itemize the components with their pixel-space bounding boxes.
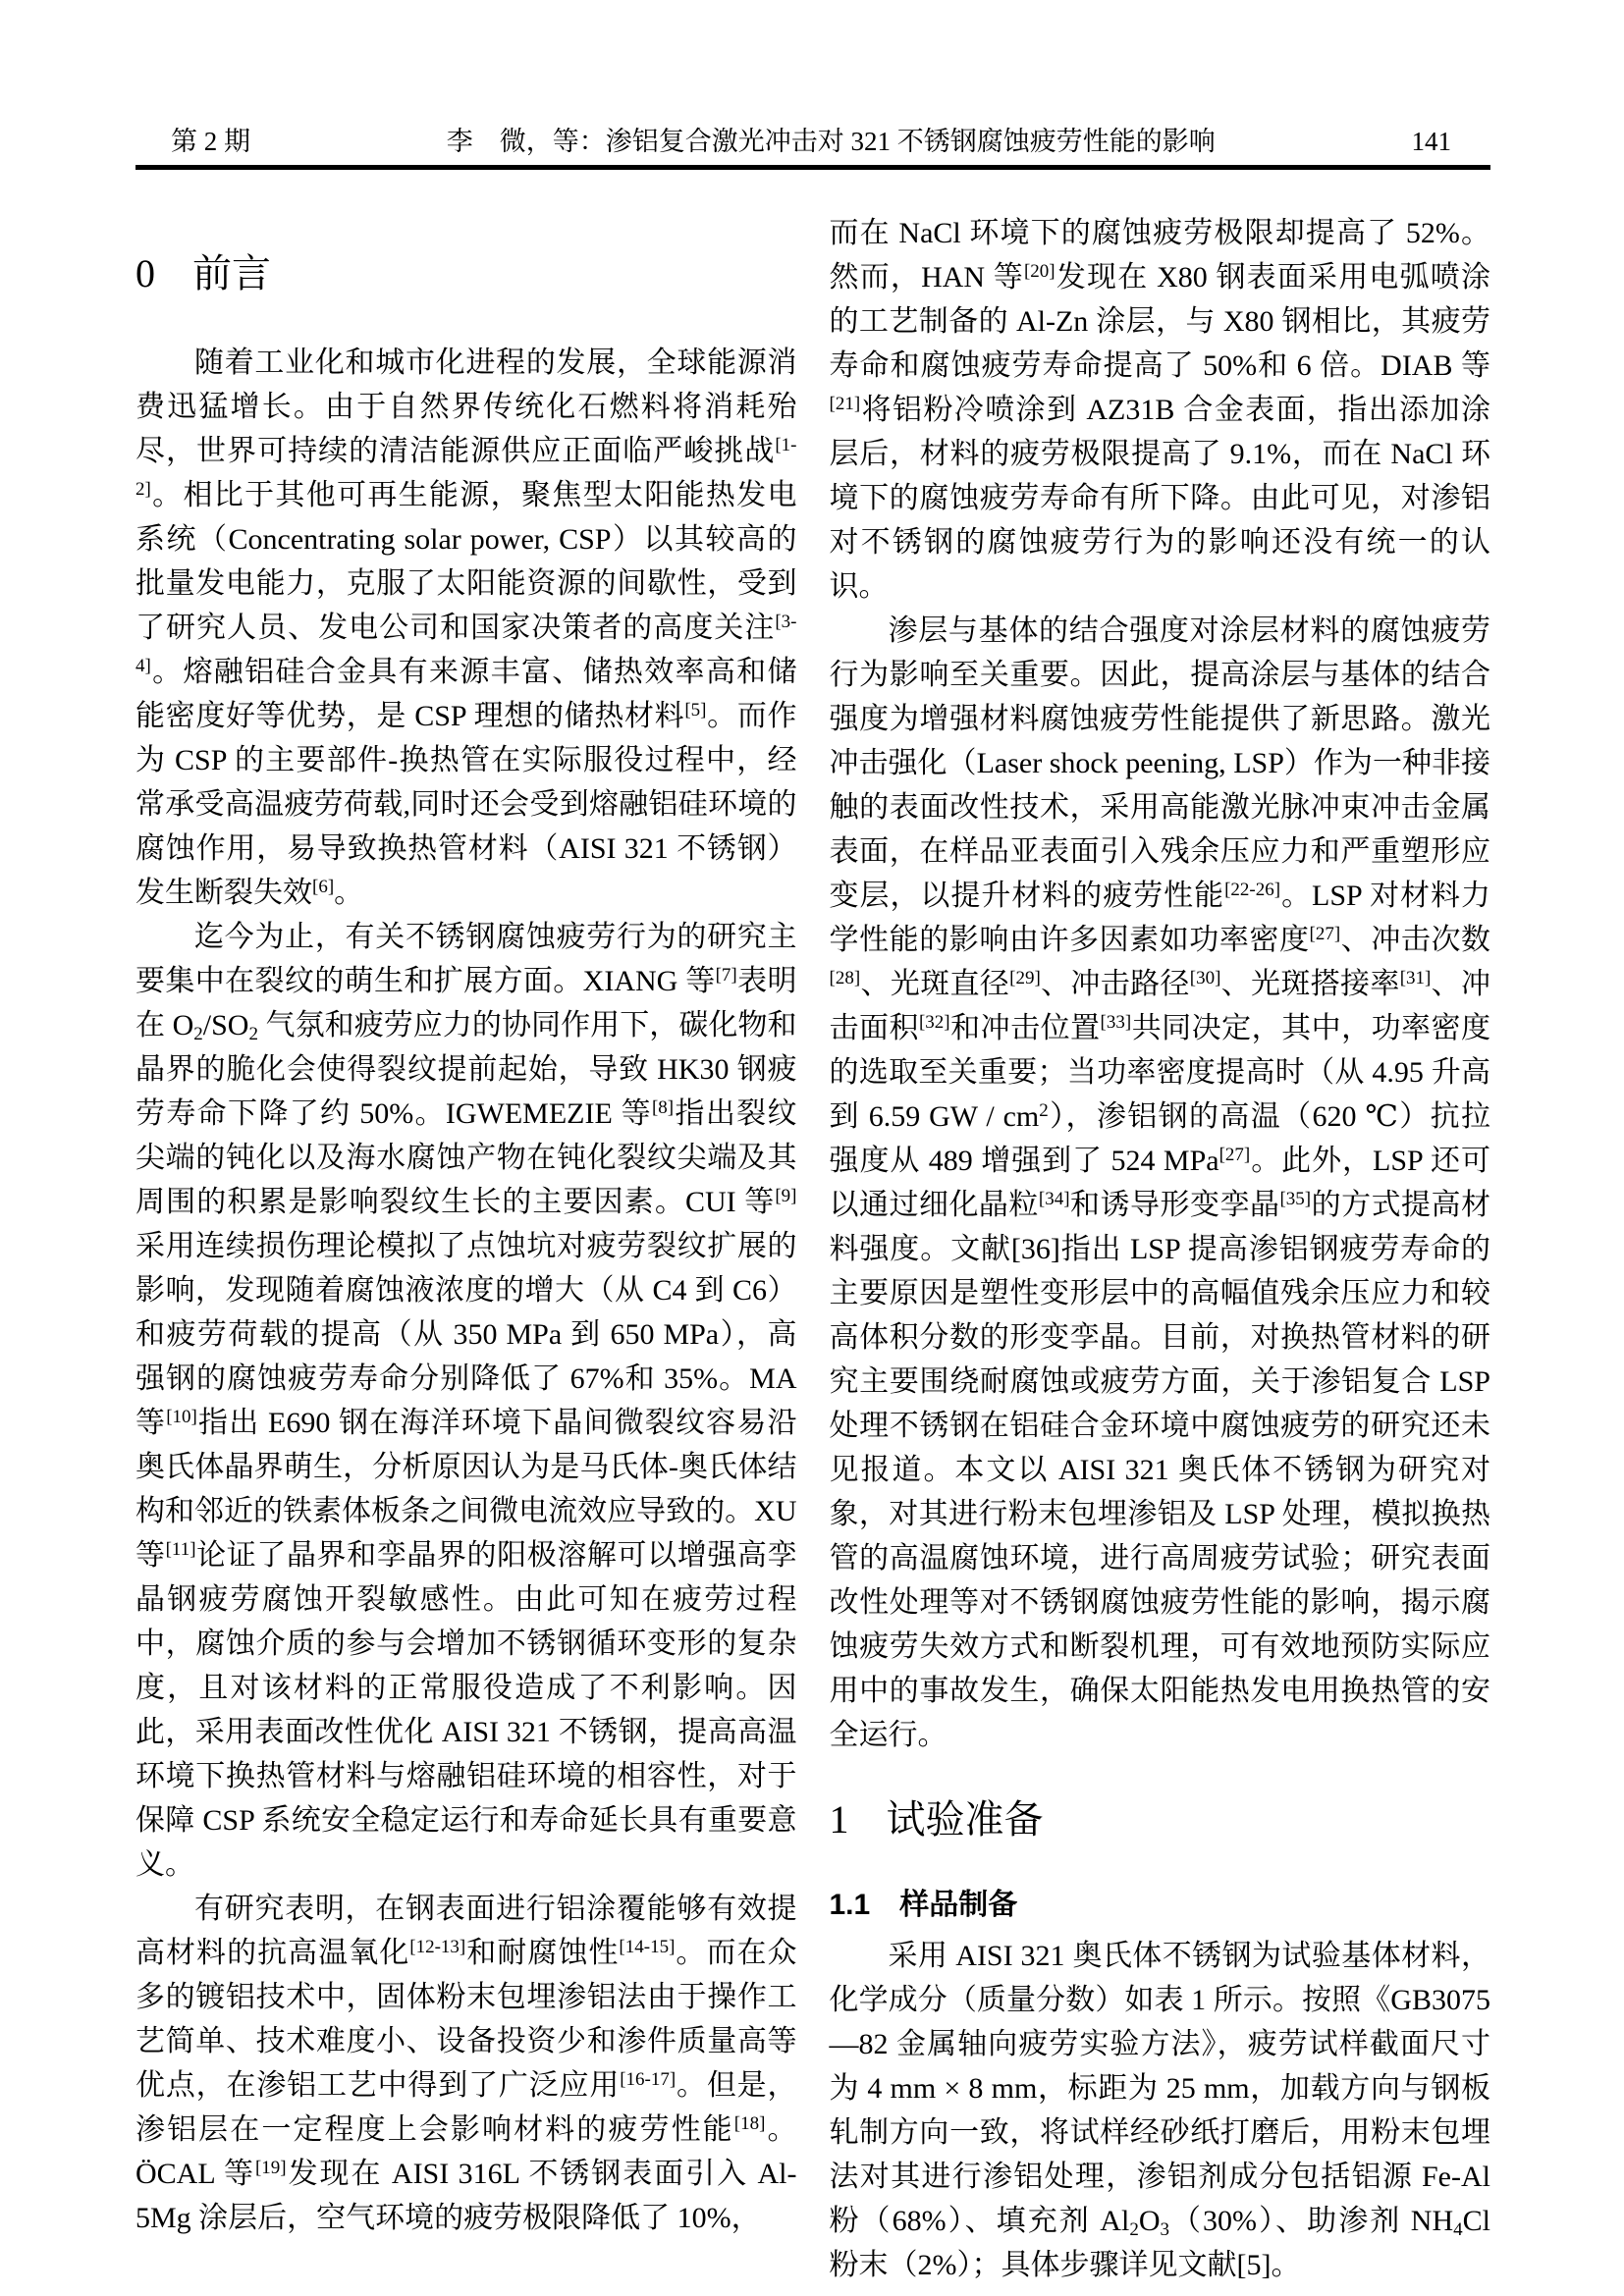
citation-ref: [27] — [1309, 923, 1341, 944]
citation-ref: [5] — [684, 699, 707, 721]
citation-ref: [34] — [1038, 1188, 1070, 1209]
section-heading — [830, 1796, 1491, 1843]
citation-ref: [28] — [829, 967, 861, 988]
right-column — [830, 211, 1491, 2287]
text-run: 。相比于其他可再生能源，聚焦型太阳能热发电系统（Concentrating solar power, CSP）以其较高的批量发电能力，克服了太阳能资源的间歇性，受到了研究人员、发电公司和国家决策者的高度关注 — [135, 479, 797, 644]
text-run: 。而在众多的镀铝技术中，固体粉末包埋渗铝法由于操作工艺简单、技术难度小、设备投资少和渗件质量高等优点，在渗铝工艺中得到了广泛应用 — [135, 1937, 797, 2102]
subsection-heading — [830, 1887, 1491, 1924]
text-run: 论证了晶界和孪晶界的阳极溶解可以增强高孪晶钢疲劳腐蚀开裂敏感性。由此可知在疲劳过程中，腐蚀介质的参与会增加不锈钢循环变形的复杂度，且对该材料的正常服役造成了不利影响。因此，采用表面改性优化 AISI 321 不锈钢，提高高温环境下换热管材料与熔融铝硅环境的相容性，对于保障 CSP 系统安全稳定运行和寿命延长具有重要意义。 — [135, 1539, 797, 1881]
text-run: O — [1138, 2205, 1161, 2237]
text-run: 、光斑搭接率 — [1220, 968, 1400, 1000]
text-run: 和耐腐蚀性 — [465, 1937, 620, 1969]
citation-ref: [22-26] — [1224, 879, 1281, 900]
two-column-body — [135, 211, 1490, 2287]
text-run: 迄今为止，有关不锈钢腐蚀疲劳行为的研究主要集中在裂纹的萌生和扩展方面。XIANG 等 — [135, 921, 797, 997]
citation-ref: [32] — [918, 1011, 950, 1033]
text-run: 和冲击位置 — [949, 1012, 1101, 1044]
subscript: 2 — [193, 1024, 203, 1045]
left-column — [135, 211, 797, 2287]
text-run: 采用 AISI 321 奥氏体不锈钢为试验基体材料，化学成分（质量分数）如表 1 所示。按照《GB3075—82 金属轴向疲劳实验方法》，疲劳试样截面尺寸为 4 mm × 8 mm，标距为 25 mm，加载方向与钢板轧制方向一致，将试样经砂纸打磨后，用粉末包埋法对其进行渗铝处理，渗铝剂成分包括铝源 Fe-Al 粉（68%）、填充剂 Al — [829, 1940, 1490, 2237]
section-number: 0 — [135, 251, 155, 295]
text-run: 渗层与基体的结合强度对涂层材料的腐蚀疲劳行为影响至关重要。因此，提高涂层与基体的结合强度为增强材料腐蚀疲劳性能提供了新思路。激光冲击强化（Laser shock peening, LSP）作为一种非接触的表面改性技术，采用高能激光脉冲束冲击金属表面，在样品亚表面引入残余压应力和严重塑形应变层，以提升材料的疲劳性能 — [829, 614, 1490, 912]
subscript: 2 — [248, 1024, 258, 1045]
running-header — [135, 0, 1490, 159]
text-run: 随着工业化和城市化进程的发展，全球能源消费迅猛增长。由于自然界传统化石燃料将消耗殆尽，世界可持续的清洁能源供应正面临严峻挑战 — [135, 347, 797, 467]
running-title: 李 微，等：渗铝复合激光冲击对 321 不锈钢腐蚀疲劳性能的影响 — [446, 127, 1216, 156]
citation-ref: [27] — [1218, 1144, 1251, 1165]
text-run: 气氛和疲劳应力的协同作用下，碳化物和晶界的脆化会使得裂纹提前起始，导致 HK30 钢疲劳寿命下降了约 50%。IGWEMEZIE 等 — [135, 1009, 797, 1130]
citation-ref: [9] — [775, 1185, 797, 1206]
subscript: 2 — [1129, 2219, 1139, 2241]
text-run: 将铝粉冷喷涂到 AZ31B 合金表面，指出添加涂层后，材料的疲劳极限提高了 9.1%，而在 NaCl 环境下的腐蚀疲劳寿命有所下降。由此可见，对渗铝对不锈钢的腐蚀疲劳行为的影响还没有统一的认识。 — [829, 394, 1490, 603]
citation-ref: [33] — [1100, 1011, 1132, 1033]
subscript: 4 — [1453, 2219, 1463, 2241]
citation-ref: [29] — [1009, 967, 1041, 988]
issue-label: 第 2 期 — [171, 127, 250, 156]
citation-ref: [16-17] — [620, 2068, 677, 2090]
section-heading — [135, 250, 797, 297]
citation-ref: [8] — [651, 1096, 675, 1118]
subscript: 3 — [1160, 2219, 1169, 2241]
paragraph — [830, 609, 1491, 1757]
citation-ref: [19] — [254, 2157, 287, 2178]
text-run: （30%）、助渗剂 NH — [1168, 2205, 1454, 2237]
text-run: Cl 粉末（2%）；具体步骤详见文献[5]。 — [829, 2205, 1490, 2281]
citation-ref: [20] — [1023, 260, 1056, 282]
citation-ref: [6] — [312, 876, 335, 897]
text-run: 指出 E690 钢在海洋环境下晶间微裂纹容易沿奥氏体晶界萌生，分析原因认为是马氏体-奥氏体结构和邻近的铁素体板条之间微电流效应导致的。XU 等 — [135, 1407, 797, 1572]
section-title: 样品制备 — [899, 1889, 1018, 1921]
paragraph — [135, 341, 797, 915]
text-run: 发现在 AISI 316L 不锈钢表面引入 Al-5Mg 涂层后，空气环境的疲劳极限降低了 10%， — [135, 2158, 797, 2234]
section-number: 1.1 — [829, 1889, 871, 1921]
citation-ref: [31] — [1399, 967, 1432, 988]
text-run: 有研究表明，在钢表面进行铝涂覆能够有效提高材料的抗高温氧化 — [135, 1893, 797, 1969]
text-run: 共同决定，其中，功率密度的选取至关重要；当功率密度提高时（从 4.95 升高到 6.59 GW / cm — [829, 1012, 1491, 1133]
text-run: 、冲击次数 — [1340, 924, 1491, 956]
section-number: 1 — [829, 1797, 849, 1842]
text-run: 。LSP 对材料力学性能的影响由许多因素如功率密度 — [829, 880, 1490, 956]
citation-ref: [10] — [166, 1406, 197, 1427]
text-run: 。此外，LSP 还可以通过细化晶粒 — [829, 1145, 1490, 1221]
citation-ref: [18] — [733, 2112, 766, 2134]
text-run: 而在 NaCl 环境下的腐蚀疲劳极限却提高了 52%。然而，HAN 等 — [829, 217, 1490, 294]
superscript: 2 — [1039, 1099, 1049, 1121]
paragraph — [135, 915, 797, 1887]
citation-ref: [11] — [165, 1538, 196, 1560]
section-title: 试验准备 — [886, 1797, 1044, 1842]
paragraph — [135, 1887, 797, 2240]
text-run: 指出裂纹尖端的钝化以及海水腐蚀产物在钝化裂纹尖端及其周围的积累是影响裂纹生长的主要因素。CUI 等 — [135, 1097, 797, 1218]
text-run: 。熔融铝硅合金具有来源丰富、储热效率高和储能密度好等优势，是 CSP 理想的储热材料 — [135, 656, 797, 732]
section-title: 前言 — [192, 251, 271, 295]
text-run: 。而作为 CSP 的主要部件-换热管在实际服役过程中，经常承受高温疲劳荷载,同时还会受到熔融铝硅环境的腐蚀作用，易导致换热管材料（AISI 321 不锈钢）发生断裂失效 — [135, 700, 797, 909]
text-run: 、冲击路径 — [1040, 968, 1190, 1000]
text-run: 表明在 O — [135, 965, 797, 1041]
text-run: 。但是，渗铝层在一定程度上会影响材料的疲劳性能 — [135, 2069, 797, 2146]
text-run: 。 — [334, 877, 364, 909]
text-run: 发现在 X80 钢表面采用电弧喷涂的工艺制备的 Al-Zn 涂层，与 X80 钢相比，其疲劳寿命和腐蚀疲劳寿命提高了 50%和 6 倍。DIAB 等 — [829, 261, 1490, 382]
citation-ref: [35] — [1279, 1188, 1312, 1209]
text-run: 和诱导形变孪晶 — [1069, 1189, 1280, 1221]
citation-ref: [7] — [715, 964, 737, 986]
citation-ref: [1-2] — [135, 434, 797, 500]
header-rule — [135, 165, 1490, 170]
text-run: 的方式提高材料强度。文献[36]指出 LSP 提高渗铝钢疲劳寿命的主要原因是塑性变形层中的高幅值残余压应力和较高体积分数的形变孪晶。目前，对换热管材料的研究主要围绕耐腐蚀或疲劳方面，关于渗铝复合 LSP 处理不锈钢在铝硅合金环境中腐蚀疲劳的研究还未见报道。本文以 AISI 321 奥氏体不锈钢为研究对象，对其进行粉末包埋渗铝及 LSP 处理，模拟换热管的高温腐蚀环境，进行高周疲劳试验；研究表面改性处理等对不锈钢腐蚀疲劳性能的影响，揭示腐蚀疲劳失效方式和断裂机理，可有效地预防实际应用中的事故发生，确保太阳能热发电用换热管的安全运行。 — [829, 1189, 1491, 1751]
citation-ref: [30] — [1189, 967, 1221, 988]
citation-ref: [3-4] — [135, 611, 797, 676]
text-run: 采用连续损伤理论模拟了点蚀坑对疲劳裂纹扩展的影响，发现随着腐蚀液浓度的增大（从 C4 到 C6）和疲劳荷载的提高（从 350 MPa 到 650 MPa），高强钢的腐蚀疲劳寿命分别降低了 67%和 35%。MA 等 — [135, 1230, 797, 1439]
paragraph — [830, 211, 1491, 609]
page-number: 141 — [1411, 127, 1451, 156]
paragraph — [830, 1934, 1491, 2287]
citation-ref: [12-13] — [409, 1936, 466, 1957]
text-run: 、光斑直径 — [860, 968, 1010, 1000]
text-run: 。ÖCAL 等 — [135, 2113, 797, 2190]
citation-ref: [21] — [829, 393, 861, 414]
text-run: /SO — [202, 1009, 249, 1041]
text-run: ），渗铝钢的高温（620 ℃）抗拉强度从 489 增强到了 524 MPa — [829, 1100, 1490, 1177]
text-run: 、冲击面积 — [829, 968, 1491, 1044]
citation-ref: [14-15] — [619, 1936, 676, 1957]
